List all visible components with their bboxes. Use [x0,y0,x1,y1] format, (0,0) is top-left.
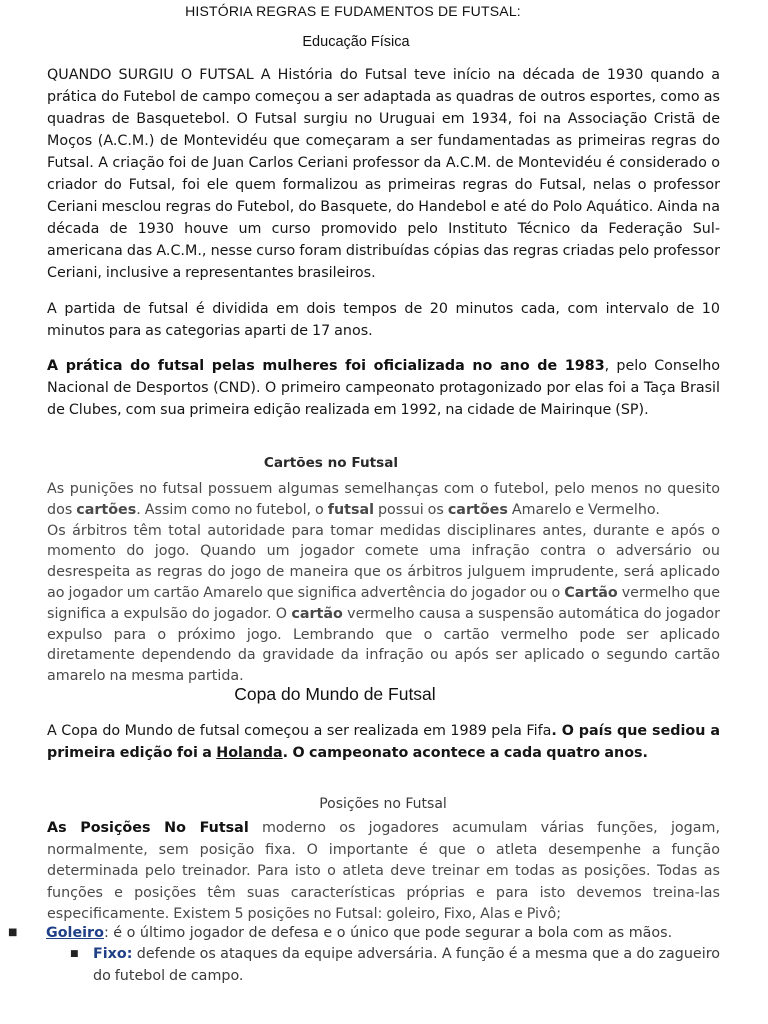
copa-text: A Copa do Mundo de futsal começou a ser realizada em 1989 pela Fifa [47,723,552,739]
mulheres-text: , pelo Conselho Nacional de Desportos (CND). O primeiro campeonato protagonizado por elas foi a Taça Brasil de Clubes, com sua primeira edição realizada em 1992, na cidade de Mairinque (SP). [47,358,721,418]
square-bullet-icon: ■ [8,927,18,938]
intro-paragraph: QUANDO SURGIU O FUTSAL A História do Futsal teve início na década de 1930 quando a prática do Futebol de campo começou a ser adaptada as quadras de outros esportes, como as quadras de Basquetebol. O Futsal surgiu no Uruguai em 1934, foi na Associação Cristã de Moços (A.C.M.) de Montevidéu que começaram a ser fundamentadas as primeiras regras do Futsal. A criação foi de Juan Carlos Ceriani professor da A.C.M. de Montevidéu é considerado o criador do Futsal, foi ele quem formalizou as primeiras regras do Futsal, nelas o professor Ceriani mesclou regras do Futebol, do Basquete, do Handebol e até do Polo Aquático. Ainda na década de 1930 houve um curso promovido pelo Instituto Técnico da Federação Sul-americana das A.C.M., nesse curso foram distribuídas cópias das regras criadas pelo professor Ceriani, inclusive a representantes brasileiros. [47,67,720,281]
list-item-goleiro [8,922,720,944]
cartoes-paragraph-1 [47,479,720,521]
futsal-bold-term: futsal [327,501,375,518]
cartao-bold-term: Cartão [564,584,618,601]
cartoes-heading: Cartões no Futsal [263,455,399,471]
posicoes-lead: As Posições No Futsal [47,820,249,836]
mulheres-paragraph [47,355,720,421]
cartoes-text: Amarelo e Vermelho. [507,501,660,518]
goleiro-description: : é o último jogador de defesa e o único que pode segurar a bola com as mãos. [103,925,673,941]
cartoes-text: vermelho que significa a expulsão do jogador. O [47,584,720,622]
cartoes-bold-term: cartões [447,501,508,518]
holanda-link[interactable]: Holanda [216,745,283,761]
cartoes-section [47,479,720,687]
fixo-term: Fixo: [93,946,133,962]
cartoes-text: . Assim como no futebol, o [136,501,328,518]
cartoes-paragraph-2 [47,521,720,687]
goleiro-link[interactable]: Goleiro [46,925,104,941]
cartoes-bold-term: cartões [76,501,137,518]
mulheres-bold-text: A prática do futsal pelas mulheres foi oficializada no ano de 1983 [47,358,605,374]
copa-bold-text: . O campeonato acontece a cada quatro anos. [282,745,648,761]
square-bullet-icon: ■ [70,949,79,959]
copa-paragraph [47,720,720,764]
document-title: HISTÓRIA REGRAS E FUDAMENTOS DE FUTSAL: [185,3,521,19]
posicoes-heading: Posições no Futsal [319,796,447,812]
copa-heading: Copa do Mundo de Futsal [234,684,436,704]
cartoes-text: As punições no futsal possuem algumas semelhanças com o futebol, pelo menos no quesito dos [47,481,720,518]
posicoes-text: moderno os jogadores acumulam várias funções, jogam, normalmente, sem posição fixa. O importante é que o atleta desempenhe a função determinada pelo treinador. Para isto o atleta deve treinar em todas as posições. Todas as funções e posições têm suas características próprias e para isto devemos treina-las especificamente. Existem 5 posições no Futsal: goleiro, Fixo, Alas e Pivô; [47,820,720,922]
cartoes-text: possui os [374,501,448,518]
cartoes-text: vermelho causa a suspensão automática do jogador expulso para o próximo jogo. Lembrando que o cartão vermelho pode ser aplicado diretamente dependendo da gravidade da infração ou após ser aplicado o segundo cartão amarelo na mesma partida. [47,605,721,685]
copa-bold-text: . O país que sediou a primeira edição foi a [47,723,720,761]
cartoes-text: Os árbitros têm total autoridade para tomar medidas disciplinares antes, durante e após o momento do jogo. Quando um jogador comete uma infração contra o adversário ou desrespeita as regras do jogo de maneira que os árbitros julguem imprudente, será aplicado ao jogador um cartão Amarelo que significa advertência do jogador ou o [47,522,720,601]
cartao-bold-term: cartão [291,605,343,622]
partida-paragraph: A partida de futsal é dividida em dois tempos de 20 minutos cada, com intervalo de 10 minutos para as categorias aparti de 17 anos. [47,301,720,339]
list-item-fixo [70,943,720,987]
posicoes-paragraph [47,818,720,926]
fixo-description: defende os ataques da equipe adversária. A função é a mesma que a do zagueiro do futebol de campo. [93,946,720,984]
document-subtitle: Educação Física [302,34,410,50]
